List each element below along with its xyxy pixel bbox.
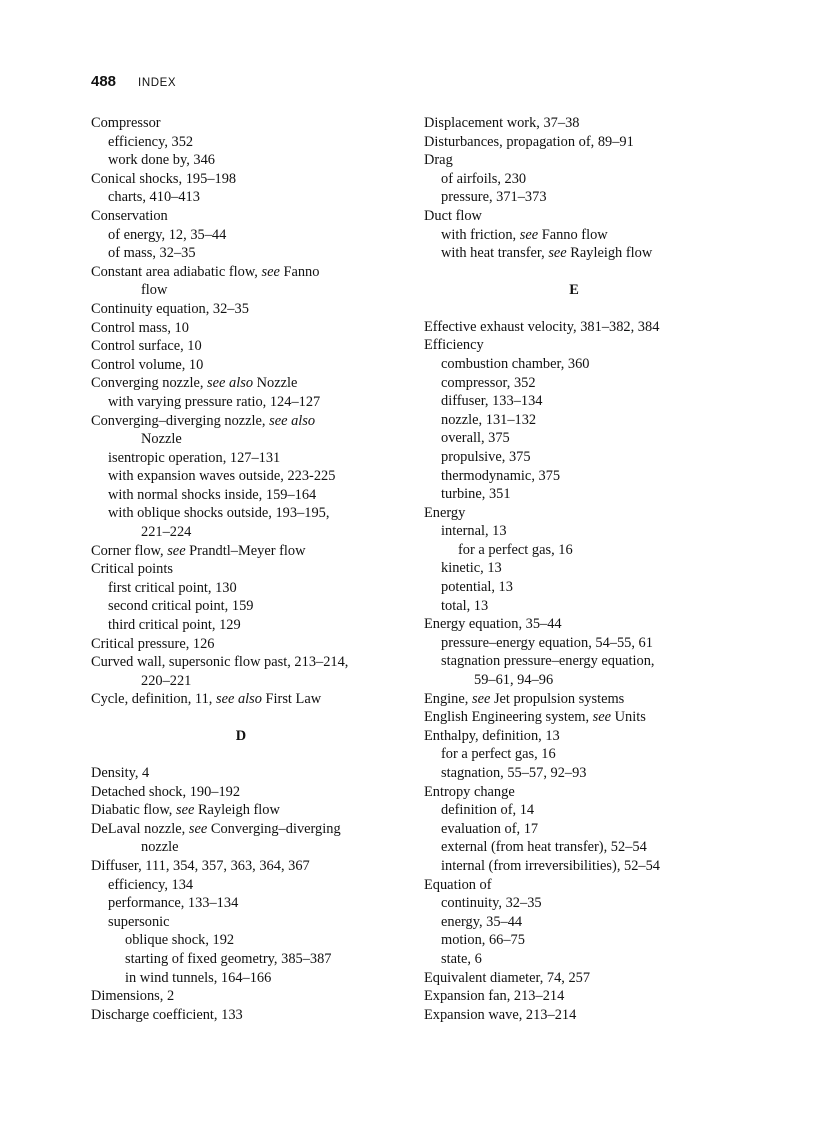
index-entry: Density, 4 bbox=[91, 765, 150, 781]
index-subentry: turbine, 351 bbox=[441, 486, 511, 503]
index-entry: Discharge coefficient, 133 bbox=[91, 1006, 243, 1023]
index-entry: Energy equation, 35–44 bbox=[424, 616, 562, 633]
index-subentry: efficiency, 352 bbox=[108, 133, 194, 150]
index-entry: Conical shocks, 195–198 bbox=[91, 170, 237, 187]
index-subentry: with varying pressure ratio, 124–127 bbox=[108, 393, 321, 410]
index-subentry: supersonic bbox=[108, 913, 170, 930]
index-entry: Detached shock, 190–192 bbox=[91, 783, 241, 800]
index-entry: Duct flow bbox=[424, 207, 482, 224]
index-subentry: with oblique shocks outside, 193–195, bbox=[108, 505, 330, 522]
index-subentry: with expansion waves outside, 223-225 bbox=[108, 468, 336, 485]
index-entry: Drag bbox=[424, 152, 453, 169]
section-letter: D bbox=[235, 728, 247, 744]
index-entry: Converging nozzle, see also Nozzle bbox=[91, 375, 298, 392]
index-subentry: potential, 13 bbox=[441, 579, 513, 596]
index-subentry: starting of fixed geometry, 385–387 bbox=[125, 950, 332, 967]
index-entry: Effective exhaust velocity, 381–382, 384 bbox=[424, 318, 660, 335]
index-entry: Cycle, definition, 11, see also First Law bbox=[91, 691, 322, 708]
index-entry: Continuity equation, 32–35 bbox=[91, 300, 249, 317]
index-column-left bbox=[91, 114, 411, 1024]
section-letter: E bbox=[569, 281, 579, 298]
index-subentry: with friction, see Fanno flow bbox=[441, 226, 608, 243]
index-entry: Corner flow, see Prandtl–Meyer flow bbox=[91, 542, 306, 559]
index-entry: Critical points bbox=[91, 561, 173, 578]
index-entry: Converging–diverging nozzle, see also bbox=[91, 412, 316, 429]
index-subentry: performance, 133–134 bbox=[108, 895, 239, 912]
index-entry: Equivalent diameter, 74, 257 bbox=[424, 969, 591, 986]
running-header bbox=[91, 73, 176, 93]
index-subentry: stagnation pressure–energy equation, bbox=[441, 653, 655, 670]
index-subentry: first critical point, 130 bbox=[108, 579, 237, 596]
index-subentry: propulsive, 375 bbox=[441, 448, 531, 465]
index-subentry: evaluation of, 17 bbox=[441, 820, 539, 837]
index-entry: Displacement work, 37–38 bbox=[424, 115, 580, 131]
running-title: INDEX bbox=[138, 77, 177, 89]
index-subentry: external (from heat transfer), 52–54 bbox=[441, 839, 647, 856]
index-subentry: internal, 13 bbox=[441, 523, 507, 540]
index-entry: Diabatic flow, see Rayleigh flow bbox=[91, 802, 280, 819]
index-entry: Engine, see Jet propulsion systems bbox=[424, 690, 625, 707]
index-subentry: of mass, 32–35 bbox=[108, 245, 196, 262]
index-entry: Efficiency bbox=[424, 337, 484, 354]
index-entry: Curved wall, supersonic flow past, 213–214, bbox=[91, 654, 349, 671]
index-subentry: of energy, 12, 35–44 bbox=[108, 226, 227, 243]
index-entry: Conservation bbox=[91, 207, 168, 224]
index-subentry: definition of, 14 bbox=[441, 802, 535, 819]
index-subentry: continuity, 32–35 bbox=[441, 895, 542, 912]
index-subentry: stagnation, 55–57, 92–93 bbox=[441, 765, 587, 781]
index-subentry: second critical point, 159 bbox=[108, 598, 254, 615]
index-entry: Control volume, 10 bbox=[91, 356, 204, 373]
index-subentry: 220–221 bbox=[141, 672, 192, 689]
index-subentry: nozzle, 131–132 bbox=[441, 411, 537, 428]
index-subentry: flow bbox=[141, 282, 168, 299]
index-subentry: with heat transfer, see Rayleigh flow bbox=[441, 245, 653, 262]
index-subentry: motion, 66–75 bbox=[441, 932, 525, 949]
index-subentry: nozzle bbox=[141, 839, 179, 856]
index-entry: Energy bbox=[424, 504, 466, 521]
index-subentry: with normal shocks inside, 159–164 bbox=[108, 486, 317, 503]
index-subentry: oblique shock, 192 bbox=[125, 932, 235, 949]
index-subentry: internal (from irreversibilities), 52–54 bbox=[441, 857, 660, 874]
index-subentry: of airfoils, 230 bbox=[441, 170, 527, 187]
index-subentry: third critical point, 129 bbox=[108, 617, 241, 634]
index-entry: English Engineering system, see Units bbox=[424, 709, 646, 726]
index-subentry: compressor, 352 bbox=[441, 374, 536, 391]
index-subentry: thermodynamic, 375 bbox=[441, 467, 561, 484]
index-subentry: work done by, 346 bbox=[108, 152, 215, 169]
index-subentry: charts, 410–413 bbox=[108, 189, 200, 206]
index-subentry: overall, 375 bbox=[441, 430, 510, 447]
index-entry: Control surface, 10 bbox=[91, 338, 202, 355]
index-entry: Compressor bbox=[91, 115, 161, 131]
index-subentry: in wind tunnels, 164–166 bbox=[125, 969, 272, 986]
index-entry: Expansion wave, 213–214 bbox=[424, 1006, 577, 1023]
index-subentry: kinetic, 13 bbox=[441, 560, 502, 577]
index-entry: Constant area adiabatic flow, see Fanno bbox=[91, 263, 320, 280]
index-entry: DeLaval nozzle, see Converging–diverging bbox=[91, 820, 341, 837]
index-subentry: diffuser, 133–134 bbox=[441, 393, 543, 410]
index-subentry: total, 13 bbox=[441, 597, 489, 614]
index-entry: Enthalpy, definition, 13 bbox=[424, 727, 560, 744]
index-subentry: state, 6 bbox=[441, 950, 482, 967]
index-subentry: energy, 35–44 bbox=[441, 913, 523, 930]
index-entry: Disturbances, propagation of, 89–91 bbox=[424, 133, 634, 150]
index-subentry: 221–224 bbox=[141, 524, 192, 541]
index-entry: Diffuser, 111, 354, 357, 363, 364, 367 bbox=[91, 857, 310, 874]
index-subentry: combustion chamber, 360 bbox=[441, 355, 590, 372]
index-entry: Expansion fan, 213–214 bbox=[424, 988, 565, 1005]
index-subentry: pressure–energy equation, 54–55, 61 bbox=[441, 634, 653, 651]
index-column-right bbox=[424, 114, 744, 1024]
index-subentry: isentropic operation, 127–131 bbox=[108, 449, 281, 466]
index-entry: Dimensions, 2 bbox=[91, 988, 175, 1005]
index-subentry: 59–61, 94–96 bbox=[474, 672, 554, 689]
index-subentry: pressure, 371–373 bbox=[441, 189, 547, 206]
index-subentry: efficiency, 134 bbox=[108, 876, 194, 893]
index-subentry: Nozzle bbox=[141, 431, 182, 448]
index-entry: Entropy change bbox=[424, 783, 515, 800]
index-entry: Equation of bbox=[424, 876, 492, 893]
index-subentry: for a perfect gas, 16 bbox=[441, 746, 556, 763]
index-entry: Control mass, 10 bbox=[91, 319, 189, 336]
index-entry: Critical pressure, 126 bbox=[91, 635, 215, 652]
index-subentry: for a perfect gas, 16 bbox=[458, 541, 573, 558]
page-number: 488 bbox=[91, 73, 117, 90]
